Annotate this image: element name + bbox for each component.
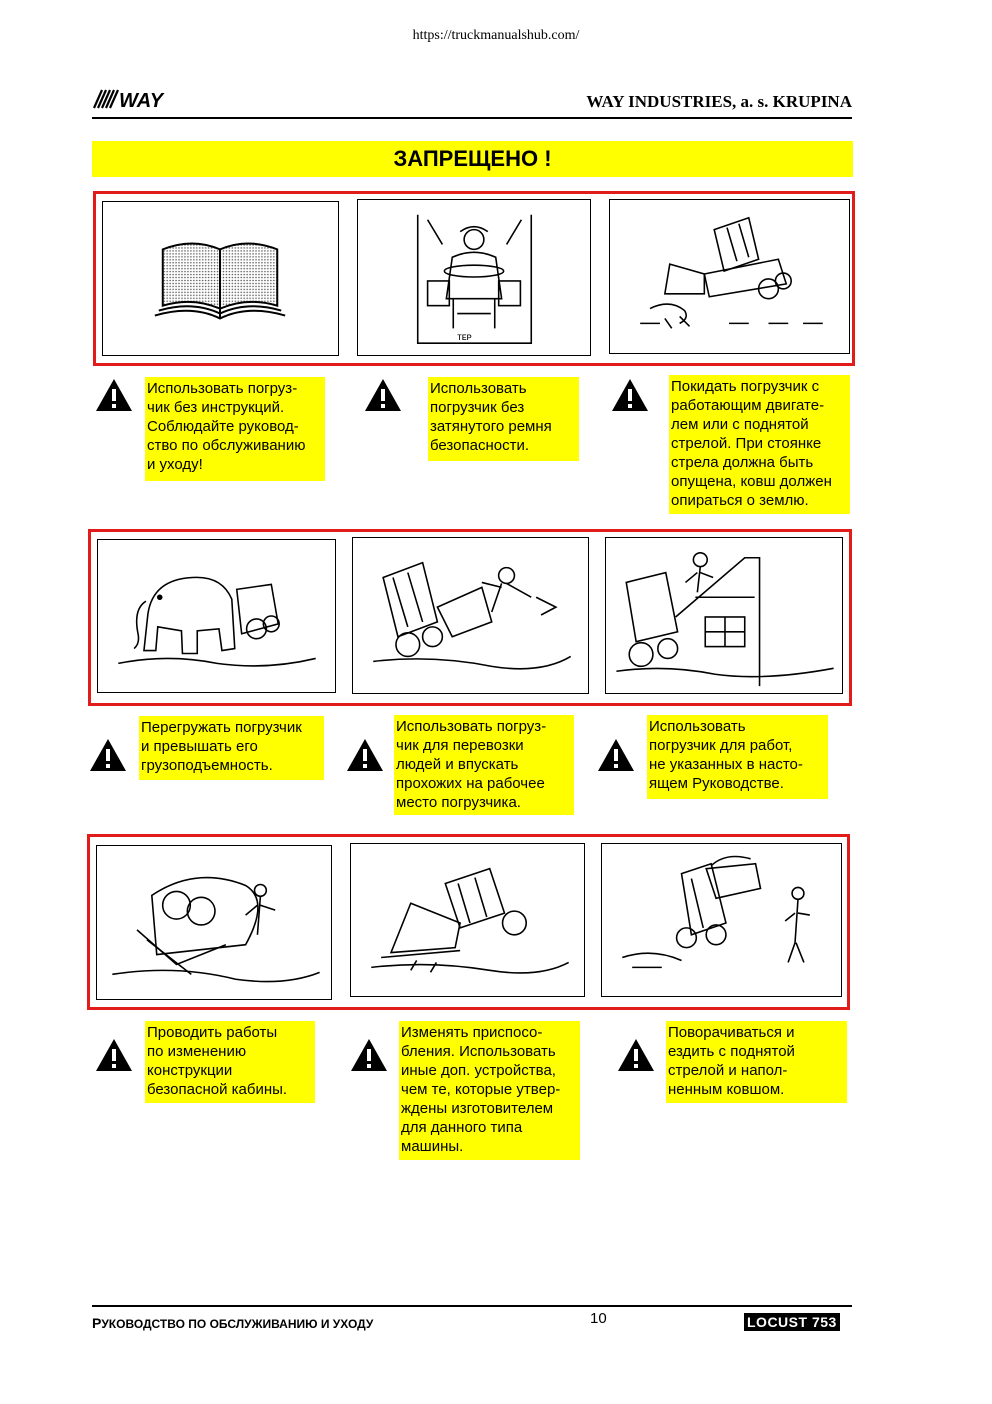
caption-2: Использовать погрузчик без затянутого ремня безопасности. — [428, 377, 579, 461]
illustration-raised-full-bucket — [601, 843, 842, 997]
source-url: https://truckmanualshub.com/ — [412, 28, 580, 43]
caption-6: Использовать погрузчик для работ, не указанных в насто- ящем Руководстве. — [647, 715, 828, 799]
warning-icon — [364, 378, 402, 412]
caption-3: Покидать погрузчик с работающим двигате- лем или с поднятой стрелой. При стоянке стрела должна быть опущена, ковш должен опираться о землю. — [669, 375, 850, 514]
warning-icon — [346, 738, 384, 772]
caption-9: Поворачиваться и ездить с поднятой стрелой и напол- ненным ковшом. — [666, 1021, 847, 1103]
caption-1: Использовать погруз- чик без инструкций. Соблюдайте руковод- ство по обслуживанию и уходу! — [145, 377, 325, 481]
footer-rule — [92, 1305, 852, 1307]
manual-title-rest: УКОВОДСТВО ПО ОБСЛУЖИВАНИЮ И УХОДУ — [101, 1317, 374, 1331]
manual-title — [92, 1315, 373, 1331]
illustration-open-book — [102, 201, 339, 356]
warning-icon — [95, 378, 133, 412]
illustration-roof-work — [605, 537, 843, 694]
warning-icon — [611, 378, 649, 412]
illustration-people-in-bucket — [352, 537, 589, 694]
caption-8: Изменять приспосо- бления. Использовать иные доп. устройства, чем те, которые утвер- ждены изготовителем для данного типа машины. — [399, 1021, 580, 1160]
warning-icon — [95, 1038, 133, 1072]
svg-text:ᴛᴇᴘ: ᴛᴇᴘ — [457, 332, 472, 344]
illustration-modified-bucket — [350, 843, 585, 997]
illustration-operator-seat-belt — [357, 199, 591, 356]
company-name: WAY INDUSTRIES, a. s. KRUPINA — [586, 92, 852, 111]
header-rule — [92, 117, 852, 119]
forbidden-banner: ЗАПРЕЩЕНО ! — [92, 141, 853, 177]
warning-icon — [350, 1038, 388, 1072]
warning-icon — [617, 1038, 655, 1072]
illustration-overturned-loader — [96, 845, 332, 1000]
svg-text:WAY: WAY — [119, 90, 164, 110]
caption-7: Проводить работы по изменению конструкции безопасной кабины. — [145, 1021, 315, 1103]
page-number: 10 — [590, 1310, 607, 1327]
illustration-loader-raised-boom — [609, 199, 850, 354]
caption-5: Использовать погруз- чик для перевозки людей и впускать прохожих на рабочее место погрузчика. — [394, 715, 574, 815]
manual-title-initial: Р — [92, 1315, 102, 1331]
illustration-elephant-overload — [97, 539, 336, 693]
warning-icon — [89, 738, 127, 772]
model-badge: LOCUST 753 — [744, 1313, 840, 1331]
way-logo — [92, 88, 176, 110]
warning-icon — [597, 738, 635, 772]
caption-4: Перегружать погрузчик и превышать его грузоподъемность. — [139, 716, 324, 780]
